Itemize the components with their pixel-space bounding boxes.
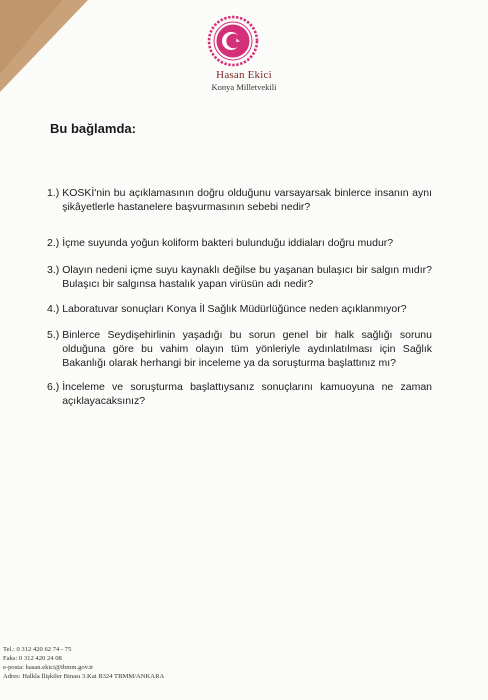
footer-address: Adres: Halkla İlişkiler Binası 3.Kat B324 TBMM/ANKARA bbox=[3, 673, 165, 681]
question-text: Binlerce Seydişehirlinin yaşadığı bu sorun genel bir halk sağlığı sorunu olduğuna göre bu vahim olayın tüm yönleriyle aydınlatılması için Sağlık Bakanlığı olarak herhangi bir inceleme ya da soruşturma başlattınız mı? bbox=[62, 329, 432, 369]
footer-phone: Tel.: 0 312 420 62 74 - 75 bbox=[3, 646, 72, 653]
question-text: Laboratuvar sonuçları Konya İl Sağlık Müdürlüğünce neden açıklanmıyor? bbox=[62, 303, 407, 315]
signatory-name: Hasan Ekici bbox=[216, 69, 272, 81]
question-item-3 bbox=[47, 263, 432, 291]
question-item-5 bbox=[47, 328, 432, 370]
question-item-6 bbox=[47, 380, 432, 408]
question-item-4 bbox=[47, 302, 432, 316]
question-number: 2.) bbox=[47, 237, 60, 249]
question-item-2 bbox=[47, 236, 432, 250]
question-number: 5.) bbox=[47, 329, 60, 341]
question-number: 4.) bbox=[47, 303, 60, 315]
question-text: İçme suyunda yoğun koliform bakteri bulunduğu iddiaları doğru mudur? bbox=[62, 237, 394, 249]
footer-fax: Faks: 0 312 420 24 08 bbox=[3, 655, 62, 663]
question-text: KOSKİ'nin bu açıklamasının doğru olduğunu varsayarsak binlerce insanın aynı şikâyetlerle hastanelere başvurmasının sebebi nedir? bbox=[62, 187, 432, 213]
contact-footer bbox=[3, 645, 164, 681]
signatory-title: Konya Milletvekili bbox=[211, 82, 277, 92]
question-number: 1.) bbox=[47, 187, 60, 199]
question-text: Olayın nedeni içme suyu kaynaklı değilse bu yaşanan bulaşıcı bir salgın mıdır? Bulaşıcı bir salgınsa hastalık yapan virüsün adı nedir? bbox=[62, 264, 432, 290]
tbmm-emblem-icon bbox=[207, 15, 259, 67]
question-text: İnceleme ve soruşturma başlattıysanız sonuçlarını kamuoyuna ne zaman açıklayacaksınız? bbox=[62, 381, 432, 407]
section-heading: Bu bağlamda: bbox=[50, 121, 136, 136]
question-item-1 bbox=[47, 186, 432, 214]
footer-email: e-posta: hasan.ekici@tbmm.gov.tr bbox=[3, 664, 94, 672]
question-number: 3.) bbox=[47, 264, 60, 276]
page-corner-shade bbox=[0, 0, 62, 74]
question-number: 6.) bbox=[47, 381, 60, 393]
